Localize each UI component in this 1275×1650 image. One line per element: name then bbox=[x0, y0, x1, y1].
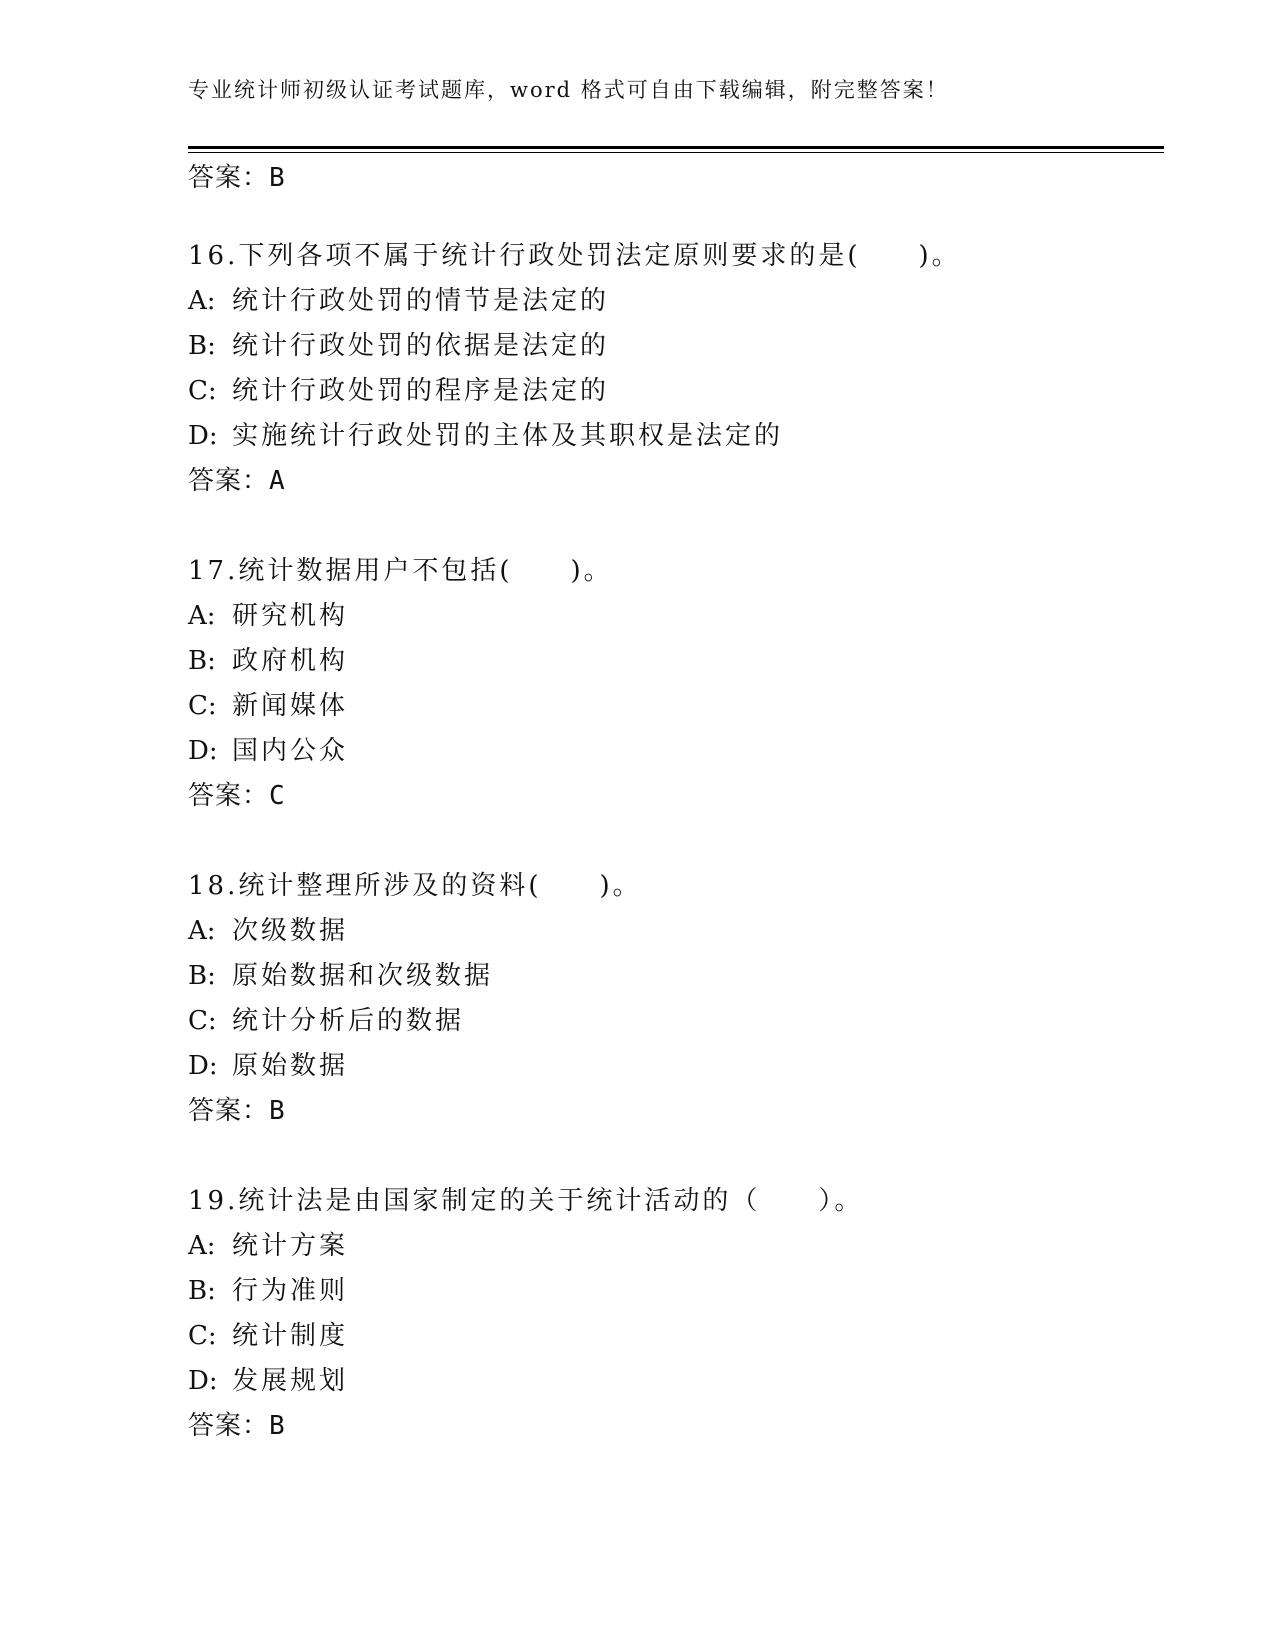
question-18-option-a bbox=[188, 918, 348, 944]
answer-value: B bbox=[269, 1096, 286, 1126]
option-text: 原始数据和次级数据 bbox=[232, 961, 494, 991]
question-19-stem: 19.统计法是由国家制定的关于统计活动的（ ）。 bbox=[188, 1186, 864, 1216]
option-key: A: bbox=[188, 916, 216, 946]
answer-value: B bbox=[269, 163, 286, 193]
question-17-option-d bbox=[188, 738, 348, 764]
question-17-answer bbox=[188, 783, 286, 809]
option-key: B: bbox=[188, 646, 216, 676]
option-text: 发展规划 bbox=[232, 1366, 349, 1396]
option-key: C: bbox=[188, 1321, 217, 1351]
prev-answer bbox=[188, 165, 286, 191]
option-text: 实施统计行政处罚的主体及其职权是法定的 bbox=[232, 421, 784, 451]
question-17-option-c bbox=[188, 693, 348, 719]
option-key: D: bbox=[188, 1366, 218, 1396]
option-key: A: bbox=[188, 286, 216, 316]
question-19-option-b bbox=[188, 1278, 348, 1304]
option-text: 统计制度 bbox=[232, 1321, 349, 1351]
header-rule-thick bbox=[188, 146, 1164, 149]
question-18-option-c bbox=[188, 1008, 464, 1034]
answer-label: 答案： bbox=[188, 163, 270, 193]
answer-value: B bbox=[269, 1411, 286, 1441]
option-key: C: bbox=[188, 376, 217, 406]
option-key: B: bbox=[188, 1276, 216, 1306]
option-text: 国内公众 bbox=[232, 736, 349, 766]
option-key: C: bbox=[188, 691, 217, 721]
option-key: D: bbox=[188, 1051, 218, 1081]
question-17-stem: 17.统计数据用户不包括( )。 bbox=[188, 556, 613, 586]
answer-label: 答案： bbox=[188, 466, 270, 496]
option-key: D: bbox=[188, 421, 218, 451]
question-16-option-a bbox=[188, 288, 609, 314]
answer-value: A bbox=[269, 466, 286, 496]
option-text: 统计行政处罚的依据是法定的 bbox=[232, 331, 610, 361]
question-16-option-c bbox=[188, 378, 609, 404]
question-18-answer bbox=[188, 1098, 286, 1124]
option-key: B: bbox=[188, 331, 216, 361]
option-text: 政府机构 bbox=[232, 646, 349, 676]
option-key: A: bbox=[188, 601, 216, 631]
option-key: A: bbox=[188, 1231, 216, 1261]
question-16-stem: 16.下列各项不属于统计行政处罚法定原则要求的是( )。 bbox=[188, 241, 961, 271]
option-text: 研究机构 bbox=[232, 601, 349, 631]
option-text: 统计行政处罚的情节是法定的 bbox=[232, 286, 610, 316]
question-19-option-a bbox=[188, 1233, 348, 1259]
answer-label: 答案： bbox=[188, 1411, 270, 1441]
option-text: 原始数据 bbox=[232, 1051, 349, 1081]
answer-value: C bbox=[269, 781, 286, 811]
option-text: 统计分析后的数据 bbox=[232, 1006, 465, 1036]
question-19-answer bbox=[188, 1413, 286, 1439]
page-header: 专业统计师初级认证考试题库，word 格式可自由下载编辑，附完整答案！ bbox=[188, 78, 949, 102]
question-19-option-c bbox=[188, 1323, 348, 1349]
option-key: C: bbox=[188, 1006, 217, 1036]
question-18-option-b bbox=[188, 963, 493, 989]
question-18-stem: 18.统计整理所涉及的资料( )。 bbox=[188, 871, 642, 901]
option-key: D: bbox=[188, 736, 218, 766]
option-text: 次级数据 bbox=[232, 916, 349, 946]
question-16-option-d bbox=[188, 423, 783, 449]
option-text: 新闻媒体 bbox=[232, 691, 349, 721]
option-key: B: bbox=[188, 961, 216, 991]
option-text: 统计行政处罚的程序是法定的 bbox=[232, 376, 610, 406]
question-17-option-b bbox=[188, 648, 348, 674]
question-16-answer bbox=[188, 468, 286, 494]
question-16-option-b bbox=[188, 333, 609, 359]
question-18-option-d bbox=[188, 1053, 348, 1079]
question-17-option-a bbox=[188, 603, 348, 629]
answer-label: 答案： bbox=[188, 1096, 270, 1126]
answer-label: 答案： bbox=[188, 781, 270, 811]
header-rule-thin bbox=[188, 152, 1164, 153]
question-19-option-d bbox=[188, 1368, 348, 1394]
option-text: 统计方案 bbox=[232, 1231, 349, 1261]
option-text: 行为准则 bbox=[232, 1276, 349, 1306]
